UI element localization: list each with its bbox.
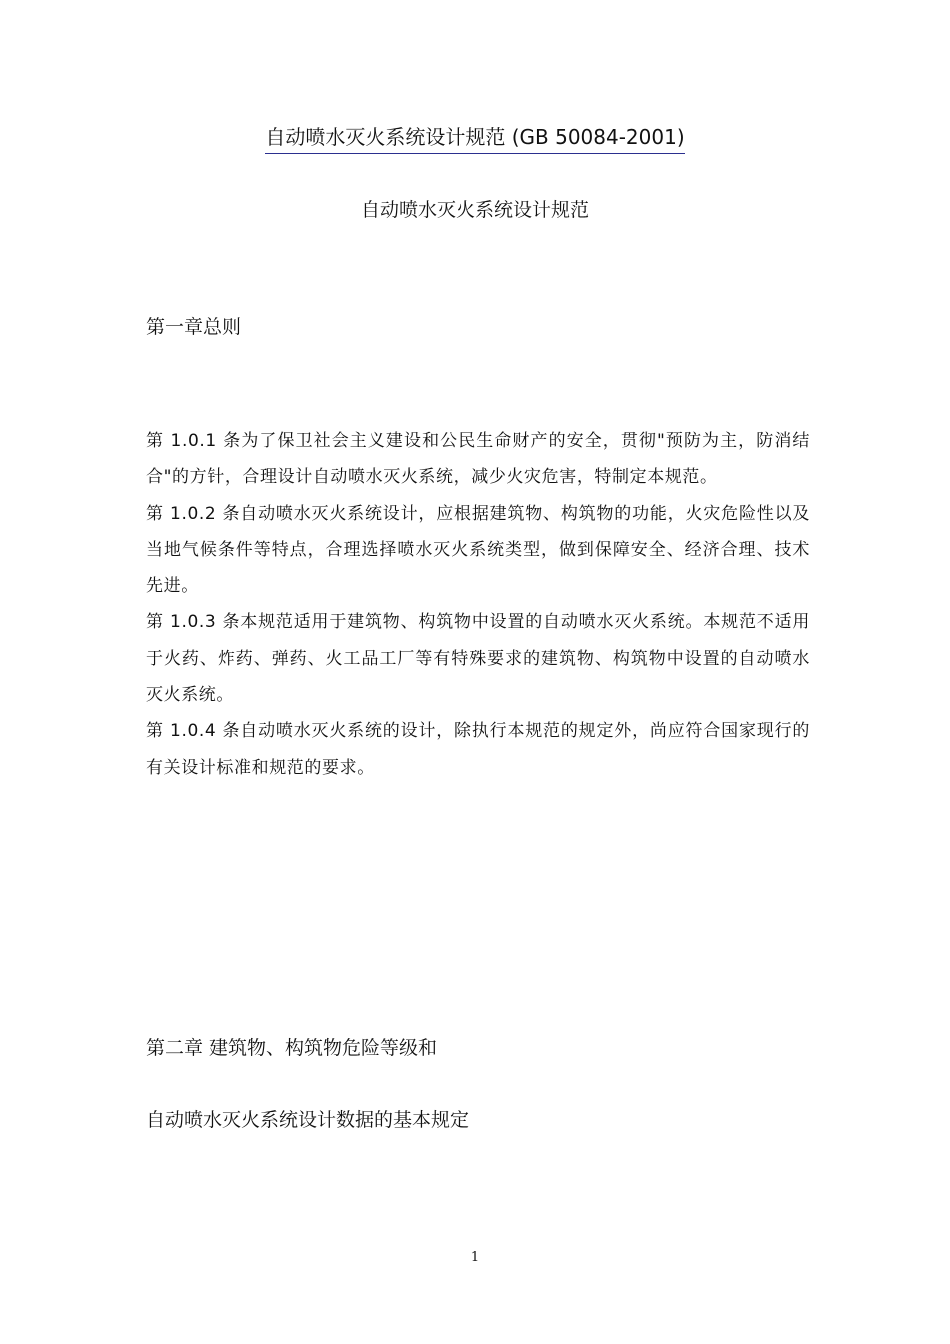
- chapter-1-heading: 第一章总则: [146, 316, 242, 338]
- article-1-0-3: 第 1.0.3 条本规范适用于建筑物、构筑物中设置的自动喷水灭火系统。本规范不适用于火药、炸药、弹药、火工品工厂等有特殊要求的建筑物、构筑物中设置的自动喷水灭火系统。: [146, 612, 810, 706]
- chapter-2-heading-line1: 第二章 建筑物、构筑物危险等级和: [146, 1037, 438, 1059]
- document-subtitle: 自动喷水灭火系统设计规范: [360, 199, 589, 221]
- page-number: 1: [470, 1250, 480, 1265]
- chapter-2-heading-line2: 自动喷水灭火系统设计数据的基本规定: [146, 1109, 470, 1131]
- document-title-text[interactable]: 自动喷水灭火系统设计规范 (GB 50084-2001): [265, 122, 684, 154]
- article-1-0-2: 第 1.0.2 条自动喷水灭火系统设计，应根据建筑物、构筑物的功能，火灾危险性以及当地气候条件等特点，合理选择喷水灭火系统类型，做到保障安全、经济合理、技术先进。: [146, 503, 810, 597]
- chapter-1-articles: [146, 423, 810, 786]
- document-title-link[interactable]: [0, 122, 950, 154]
- article-1-0-4: 第 1.0.4 条自动喷水灭火系统的设计，除执行本规范的规定外，尚应符合国家现行的有关设计标准和规范的要求。: [146, 721, 810, 778]
- article-1-0-1: 第 1.0.1 条为了保卫社会主义建设和公民生命财产的安全，贯彻"预防为主，防消结合"的方针，合理设计自动喷水灭火系统，减少火灾危害，特制定本规范。: [146, 431, 810, 488]
